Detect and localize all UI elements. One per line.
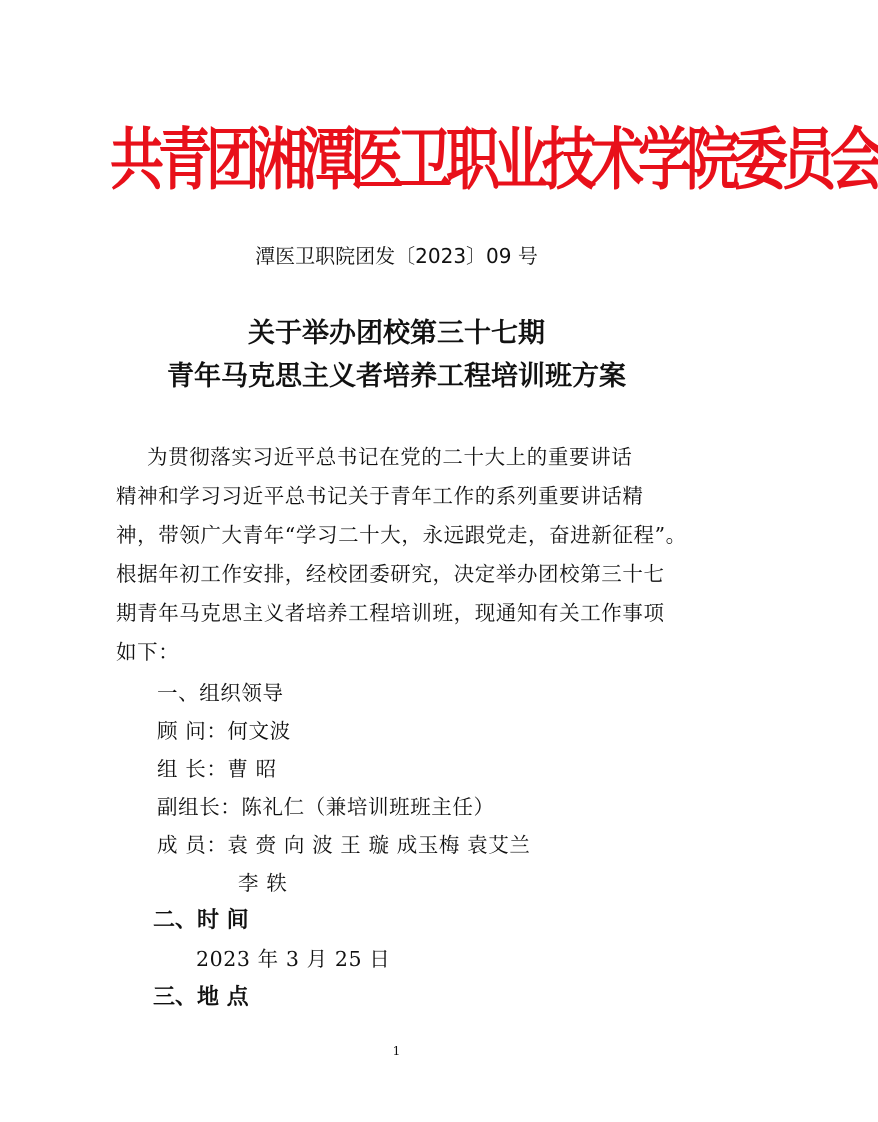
section-1-heading: 一、组织领导 [157,681,284,705]
section-3-heading: 三、地 点 [153,985,249,1010]
section-2-value: 2023 年 3 月 25 日 [196,947,391,971]
leader-line: 组 长：曹 昭 [157,757,277,781]
intro-line-1: 为贯彻落实习近平总书记在党的二十大上的重要讲话 [147,445,633,469]
page-number: 1 [392,1044,401,1058]
title-line-1: 关于举办团校第三十七期 [248,318,545,349]
members-line-1: 成 员：袁 赍 向 波 王 璇 成玉梅 袁艾兰 [157,833,531,857]
intro-line-6: 如下： [116,640,180,664]
intro-line-3: 神，带领广大青年“学习二十大，永远跟党走，奋进新征程”。 [116,523,687,547]
document-number: 潭医卫职院团发〔2023〕09 号 [255,244,538,268]
members-line-2: 李 轶 [238,871,288,895]
intro-line-5: 期青年马克思主义者培养工程培训班，现通知有关工作事项 [116,601,665,625]
section-2-heading: 二、时 间 [153,908,249,933]
intro-line-2: 精神和学习习近平总书记关于青年工作的系列重要讲话精 [116,484,644,508]
deputy-line: 副组长：陈礼仁（兼培训班班主任） [157,795,495,819]
intro-line-4: 根据年初工作安排，经校团委研究，决定举办团校第三十七 [116,562,665,586]
org-header-title: 共青团湘潭医卫职业技术学院委员会 [110,119,878,199]
advisor-line: 顾 问：何文波 [157,719,291,743]
title-line-2: 青年马克思主义者培养工程培训班方案 [167,361,626,392]
